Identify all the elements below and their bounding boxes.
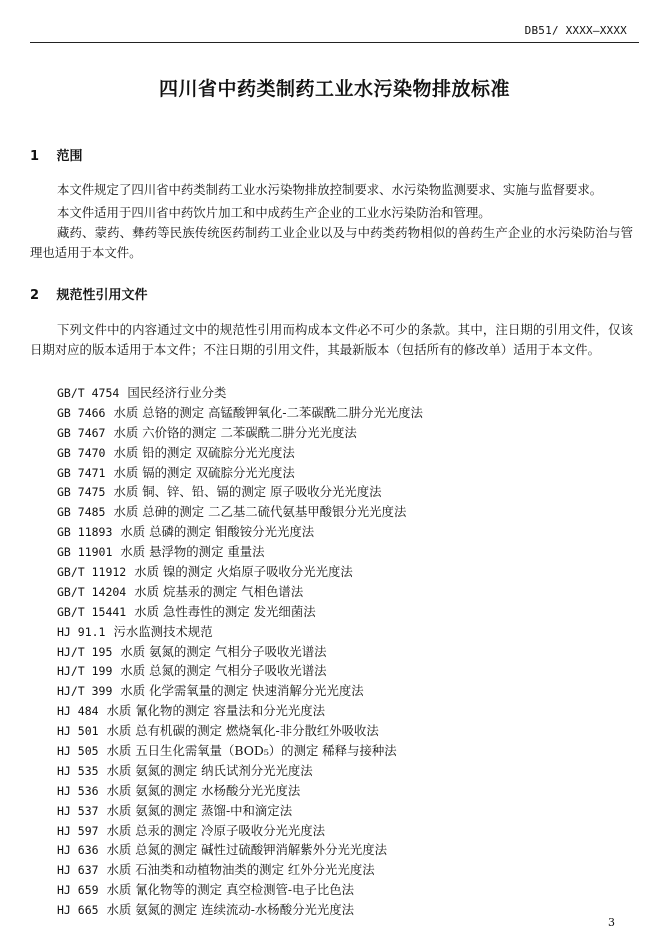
reference-code: GB 7467 [57,425,106,440]
reference-title: 水质 总氮的测定 气相分子吸收光谱法 [120,663,327,679]
reference-code: GB 7466 [57,405,106,420]
reference-title: 水质 五日生化需氧量（BOD₅）的测定 稀释与接种法 [106,743,397,759]
reference-item [57,602,423,622]
reference-item [57,721,423,741]
scope-paragraph-2: 本文件适用于四川省中药饮片加工和中成药生产企业的工业水污染防治和管理。 [57,205,491,220]
reference-code: GB/T 15441 [57,604,127,619]
reference-title: 水质 氨氮的测定 气相分子吸收光谱法 [120,643,327,659]
reference-title: 水质 总砷的测定 二乙基二硫代氨基甲酸银分光光度法 [113,504,407,520]
reference-code: HJ 597 [57,823,99,838]
reference-title: 水质 石油类和动植物油类的测定 红外分光光度法 [106,862,375,878]
reference-code: HJ 484 [57,704,99,719]
reference-item [57,423,423,443]
reference-item [57,542,423,562]
reference-item [57,801,423,821]
reference-code: HJ 665 [57,903,99,918]
reference-item [57,562,423,582]
reference-code: GB 11901 [57,545,113,560]
reference-code: HJ 91.1 [57,624,106,639]
reference-code: HJ/T 195 [57,644,113,659]
reference-title: 污水监测技术规范 [113,623,213,639]
reference-code: HJ 637 [57,863,99,878]
reference-title: 水质 镍的测定 火焰原子吸收分光光度法 [134,564,353,580]
reference-title: 水质 烷基汞的测定 气相色谱法 [134,583,304,599]
reference-title: 水质 六价铬的测定 二苯碳酰二肼分光光度法 [113,424,357,440]
scope-paragraph-1: 本文件规定了四川省中药类制药工业水污染物排放控制要求、水污染物监测要求、实施与监督要求。 [57,182,603,197]
reference-item [57,403,423,423]
reference-item [57,582,423,602]
scope-paragraph-3: 藏药、蒙药、彝药等民族传统医药制药工业企业以及与中药类药物相似的兽药生产企业的水污染防治与管理也适用于本文件。 [30,225,633,260]
section-number: 1 [30,149,40,164]
reference-code: GB/T 14204 [57,584,127,599]
reference-item [57,781,423,801]
reference-code: HJ 501 [57,724,99,739]
reference-code: GB 7485 [57,505,106,520]
reference-title: 水质 总磷的测定 钼酸铵分光光度法 [120,524,315,540]
reference-title: 水质 氰化物等的测定 真空检测管-电子比色法 [106,882,355,898]
section-heading-scope [30,145,83,164]
reference-item [57,821,423,841]
reference-code: HJ/T 399 [57,684,113,699]
reference-code: HJ 536 [57,783,99,798]
reference-title: 水质 总有机碳的测定 燃烧氧化-非分散红外吸收法 [106,723,379,739]
section-title: 范围 [56,149,83,164]
reference-item [57,661,423,681]
reference-item [57,681,423,701]
reference-item [57,701,423,721]
reference-item [57,860,423,880]
reference-item [57,383,423,403]
reference-code: GB/T 11912 [57,565,127,580]
reference-item [57,463,423,483]
reference-item [57,761,423,781]
reference-title: 水质 铜、锌、铅、镉的测定 原子吸收分光光度法 [113,484,382,500]
reference-title: 水质 镉的测定 双硫腙分光光度法 [113,464,295,480]
reference-item [57,900,423,920]
reference-item [57,522,423,542]
reference-code: HJ 537 [57,803,99,818]
reference-code: HJ/T 199 [57,664,113,679]
reference-title: 水质 悬浮物的测定 重量法 [120,544,265,560]
reference-title: 水质 氨氮的测定 蒸馏-中和滴定法 [106,802,293,818]
reference-title: 水质 总汞的测定 冷原子吸收分光光度法 [106,822,326,838]
reference-title: 国民经济行业分类 [127,385,227,400]
reference-item [57,622,423,642]
reference-item [57,880,423,900]
reference-code: GB 7470 [57,445,106,460]
document-title: 四川省中药类制药工业水污染物排放标准 [158,78,510,100]
reference-title: 水质 氰化物的测定 容量法和分光光度法 [106,703,326,719]
standard-code: DB51/ XXXX—XXXX [524,24,627,37]
reference-item [57,443,423,463]
reference-item [57,502,423,522]
reference-title: 水质 铅的测定 双硫腙分光光度法 [113,444,295,460]
page-number: 3 [608,916,615,929]
reference-title: 水质 氨氮的测定 连续流动-水杨酸分光光度法 [106,902,355,918]
reference-code: GB/T 4754 [57,386,120,400]
reference-code: HJ 535 [57,763,99,778]
reference-code: GB 7471 [57,465,106,480]
section-title: 规范性引用文件 [56,288,148,303]
reference-title: 水质 总铬的测定 高锰酸钾氧化-二苯碳酰二肼分光光度法 [113,404,423,420]
reference-code: HJ 636 [57,843,99,858]
reference-item [57,482,423,502]
reference-list [57,383,423,920]
reference-item [57,840,423,860]
reference-title: 水质 氨氮的测定 水杨酸分光光度法 [106,782,301,798]
reference-title: 水质 氨氮的测定 纳氏试剂分光光度法 [106,762,313,778]
reference-title: 水质 总氮的测定 碱性过硫酸钾消解紫外分光光度法 [106,842,388,858]
reference-title: 水质 化学需氧量的测定 快速消解分光光度法 [120,683,364,699]
reference-code: HJ 659 [57,883,99,898]
header-divider [30,42,639,43]
reference-title: 水质 急性毒性的测定 发光细菌法 [134,603,316,619]
reference-code: GB 7475 [57,485,106,500]
section-heading-normative-references [30,284,148,303]
section-number: 2 [30,288,40,303]
reference-code: HJ 505 [57,744,99,759]
reference-code: GB 11893 [57,525,113,540]
reference-item [57,741,423,761]
references-intro-paragraph: 下列文件中的内容通过文中的规范性引用而构成本文件必不可少的条款。其中，注日期的引用文件，仅该日期对应的版本适用于本文件；不注日期的引用文件，其最新版本（包括所有的修改单）适用于本文件。 [30,322,633,357]
reference-item [57,642,423,662]
